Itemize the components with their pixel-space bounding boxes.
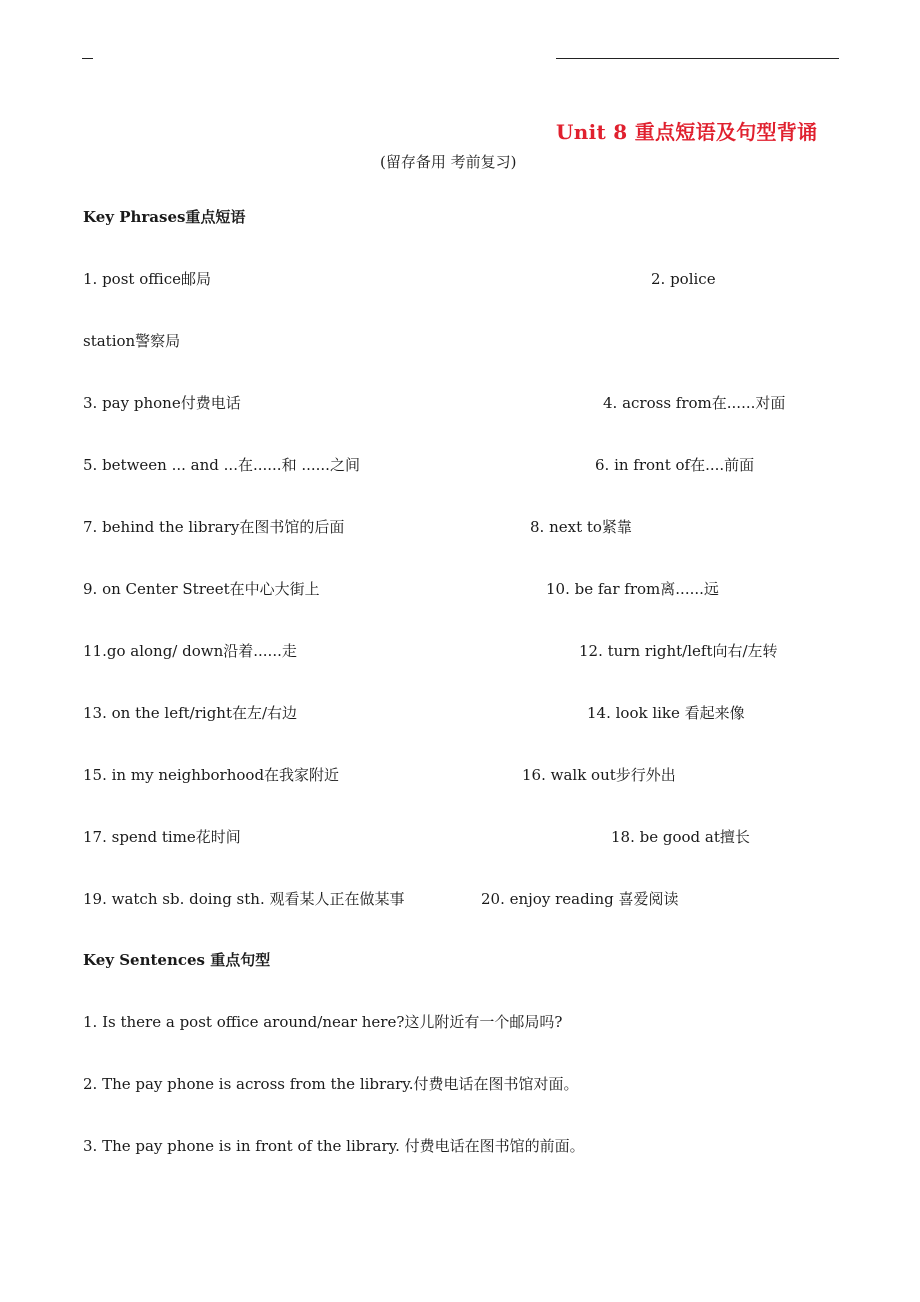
- phrase-item: 2. police: [651, 270, 716, 288]
- phrase-item: 15. in my neighborhood在我家附近: [83, 766, 340, 784]
- phrases-heading: Key Phrases重点短语: [83, 208, 246, 226]
- phrase-item: 3. pay phone付费电话: [83, 394, 241, 412]
- phrase-item: 10. be far from离......远: [546, 580, 719, 598]
- phrase-item: 1. post office邮局: [83, 270, 211, 288]
- phrase-item: 5. between ... and ...在......和 ......之间: [83, 456, 360, 474]
- sentence-item: 1. Is there a post office around/near here?这儿附近有一个邮局吗?: [83, 1013, 563, 1031]
- sentence-item: 2. The pay phone is across from the library.付费电话在图书馆对面。: [83, 1075, 579, 1093]
- phrase-item: 13. on the left/right在左/右边: [83, 704, 298, 722]
- phrase-item: station警察局: [83, 332, 181, 350]
- phrase-item: 18. be good at擅长: [611, 828, 750, 846]
- phrase-item: 19. watch sb. doing sth. 观看某人正在做某事: [83, 890, 405, 908]
- phrase-item: 6. in front of在....前面: [595, 456, 755, 474]
- phrase-item: 17. spend time花时间: [83, 828, 241, 846]
- document-title: Unit 8 重点短语及句型背诵: [556, 120, 818, 144]
- phrase-item: 11.go along/ down沿着......走: [83, 642, 297, 660]
- phrase-item: 9. on Center Street在中心大街上: [83, 580, 320, 598]
- sentence-item: 3. The pay phone is in front of the library. 付费电话在图书馆的前面。: [83, 1137, 585, 1155]
- header-rule-left: [82, 58, 93, 59]
- phrase-item: 14. look like 看起来像: [587, 704, 745, 722]
- phrase-item: 8. next to紧靠: [530, 518, 632, 536]
- phrase-item: 20. enjoy reading 喜爱阅读: [481, 890, 679, 908]
- phrase-item: 7. behind the library在图书馆的后面: [83, 518, 345, 536]
- header-rule-right: [556, 58, 839, 59]
- phrase-item: 4. across from在......对面: [603, 394, 786, 412]
- phrase-item: 12. turn right/left向右/左转: [579, 642, 778, 660]
- sentences-heading: Key Sentences 重点句型: [83, 951, 271, 969]
- document-subtitle: (留存备用 考前复习): [380, 153, 517, 171]
- phrase-item: 16. walk out步行外出: [522, 766, 676, 784]
